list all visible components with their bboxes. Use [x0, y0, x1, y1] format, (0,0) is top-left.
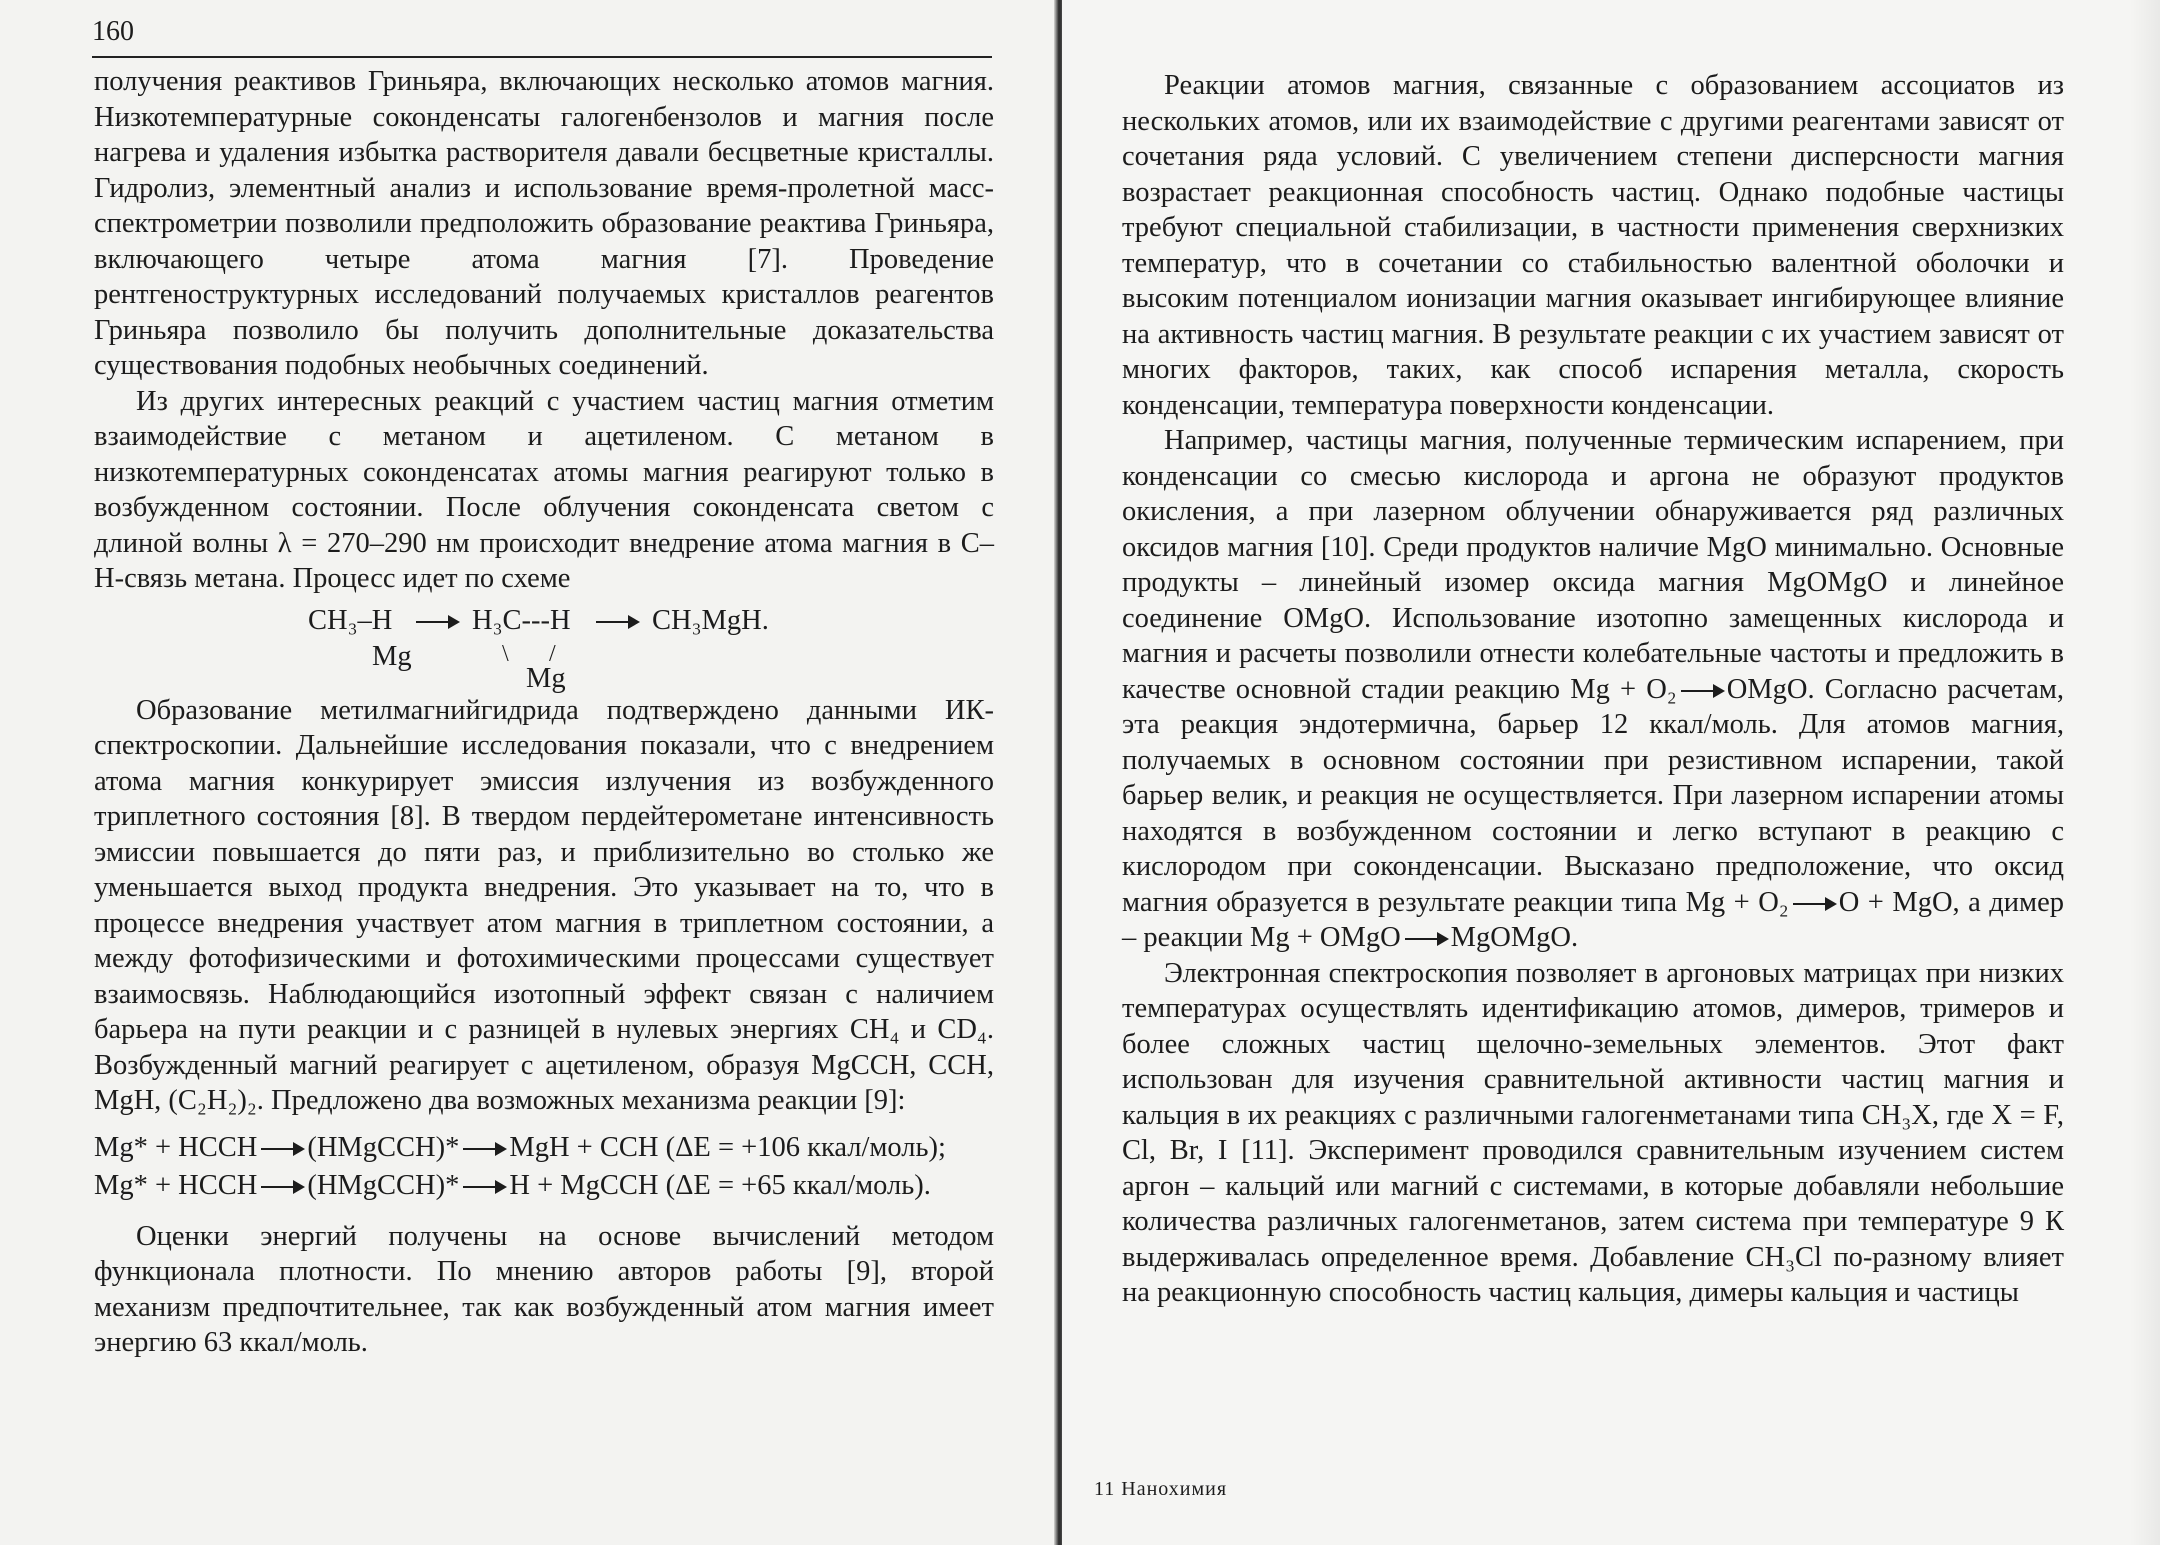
- right-page: [1062, 0, 2160, 1545]
- scheme-reactant-mg: Mg: [372, 640, 412, 672]
- paragraph: [1122, 423, 2064, 956]
- scheme-product: CH₃MgH.: [652, 604, 769, 636]
- arrow-icon: [416, 621, 458, 623]
- arrow-icon: [1681, 690, 1723, 692]
- paragraph: Электронная спектроскопия позволяет в аргоновых матрицах при низких температурах осуществлять идентификацию атомов, димеров, тримеров и более сложных частиц щелочно-земельных элементов. Этот факт использован для изучения сравнительной активности частиц магния и кальция в их реакциях с различными галогенметанами типа CH₃X, где X = F, Cl, Br, I [11]. Эксперимент проводился сравнительным изучением систем аргон – кальций или магний с системами, в которые добавляли небольшие количества различных галогенметанов, затем система при температуре 9 К выдерживалась определенное время. Добавление CH₃Cl по-разному влияет на реакционную способность частиц кальция, димеры кальция и частицы: [1122, 957, 2064, 1308]
- equation-products: H + MgCCH (ΔE = +65 ккал/моль).: [509, 1169, 931, 1201]
- paragraph: Реакции атомов магния, связанные с образованием ассоциатов из нескольких атомов, или их взаимодействие с другими реагентами зависят от сочетания ряда условий. С увеличением степени дисперсности магния возрастает реакционная способность частиц. Однако подобные частицы требуют специальной стабилизации, в частности применения сверхнизких температур, что в сочетании со стабильностью валентной оболочки и высоким потенциалом ионизации магния оказывает ингибирующее влияние на активность частиц магния. В результате реакции с их участием зависят от многих факторов, таких, как способ испарения металла, скорость конденсации, температура поверхности конденсации.: [1122, 70, 2064, 421]
- equation-intermediate: (HMgCCH)*: [307, 1169, 460, 1201]
- scheme-intermediate-mg: Mg: [526, 662, 566, 694]
- equation-intermediate: (HMgCCH)*: [307, 1131, 460, 1163]
- arrow-icon: [261, 1148, 303, 1150]
- equation-2: [94, 1167, 994, 1205]
- page-number: 160: [92, 16, 134, 47]
- arrow-icon: [1405, 938, 1447, 940]
- header-rule: [92, 56, 992, 58]
- scheme-bond-right: /: [549, 640, 556, 667]
- scheme-bond-left: \: [502, 640, 509, 667]
- left-column: [94, 64, 994, 1361]
- equation-reactants: Mg* + HCCH: [94, 1131, 258, 1163]
- footer-signature: 11 Нанохимия: [1094, 1478, 1228, 1500]
- paragraph-part: O + MgO, а димер – реакции Mg + OMgO: [1122, 886, 2064, 953]
- arrow-icon: [463, 1148, 505, 1150]
- scheme-intermediate: H₃C---H: [472, 604, 571, 636]
- paragraph: Оценки энергий получены на основе вычислений методом функционала плотности. По мнению авторов работы [9], второй механизм предпочтительнее, так как возбужденный атом магния имеет энергию 63 ккал/моль.: [94, 1220, 994, 1358]
- arrow-icon: [596, 621, 638, 623]
- paragraph: Образование метилмагнийгидрида подтверждено данными ИК-спектроскопии. Дальнейшие исследования показали, что с внедрением атома магния конкурирует эмиссия излучения из возбужденного триплетного состояния [8]. В твердом пердейтерометане интенсивность эмиссии повышается до пяти раз, и приблизительно во столько же уменьшается выход продукта внедрения. Это указывает на то, что в процессе внедрения участвует атом магния в триплетном состоянии, а между фотофизическими и фотохимическими процессами существует взаимосвязь. Наблюдающийся изотопный эффект связан с наличием барьера на пути реакции и с разницей в нулевых энергиях CH₄ и CD₄. Возбужденный магний реагирует с ацетиленом, образуя MgCCH, CCH, MgH, (C₂H₂)₂. Предложено два возможных механизма реакции [9]:: [94, 694, 994, 1116]
- arrow-icon: [1793, 903, 1835, 905]
- arrow-icon: [463, 1186, 505, 1188]
- reaction-scheme: [94, 597, 994, 693]
- paragraph: Из других интересных реакций с участием частиц магния отметим взаимодействие с метаном и ацетиленом. С метаном в низкотемпературных соконденсатах атомы магния реагируют только в возбужденном состоянии. После облучения соконденсата светом с длиной волны λ = 270–290 нм происходит внедрение атома магния в C–H-связь метана. Процесс идет по схеме: [94, 385, 994, 594]
- page-edge: [2130, 0, 2160, 1545]
- paragraph-part: OMgO. Согласно расчетам, эта реакция эндотермична, барьер 12 ккал/моль. Для атомов магния, получаемых в основном состоянии при резистивном испарении, такой барьер велик, и реакция не осуществляется. При лазерном испарении атомы находятся в возбужденном состоянии и легко вступают в реакцию с кислородом при соконденсации. Высказано предположение, что оксид магния образуется в результате реакции типа Mg + O₂: [1122, 673, 2064, 918]
- paragraph-part: MgOMgO.: [1450, 922, 1579, 953]
- left-page: [0, 0, 1062, 1545]
- arrow-icon: [261, 1186, 303, 1188]
- equation-1: [94, 1129, 994, 1167]
- equation-products: MgH + CCH (ΔE = +106 ккал/моль);: [509, 1131, 946, 1163]
- right-column: [1122, 68, 2064, 1311]
- scheme-reactant: CH₃–H: [308, 604, 393, 636]
- paragraph: получения реактивов Гриньяра, включающих несколько атомов магния. Низкотемпературные соконденсаты галогенбензолов и магния после нагрева и удаления избытка растворителя давали бесцветные кристаллы. Гидролиз, элементный анализ и использование время-пролетной масс-спектрометрии позволили предположить образование реактива Гриньяра, включающего четыре атома магния [7]. Проведение рентгеноструктурных исследований получаемых кристаллов реагентов Гриньяра позволило бы получить дополнительные доказательства существования подобных необычных соединений.: [94, 66, 994, 381]
- equation-reactants: Mg* + HCCH: [94, 1169, 258, 1201]
- paragraph-part: Например, частицы магния, полученные термическим испарением, при конденсации со смесью кислорода и аргона не образуют продуктов окисления, а при лазерном облучении обнаруживается ряд различных оксидов магния [10]. Среди продуктов наличие MgO минимально. Основные продукты – линейный изомер оксида магния MgOMgO и линейное соединение OMgO. Использование изотопно замещенных кислорода и магния и расчеты позволили отнести колебательные частоты и предложить в качестве основной стадии реакцию Mg + O₂: [1122, 425, 2064, 705]
